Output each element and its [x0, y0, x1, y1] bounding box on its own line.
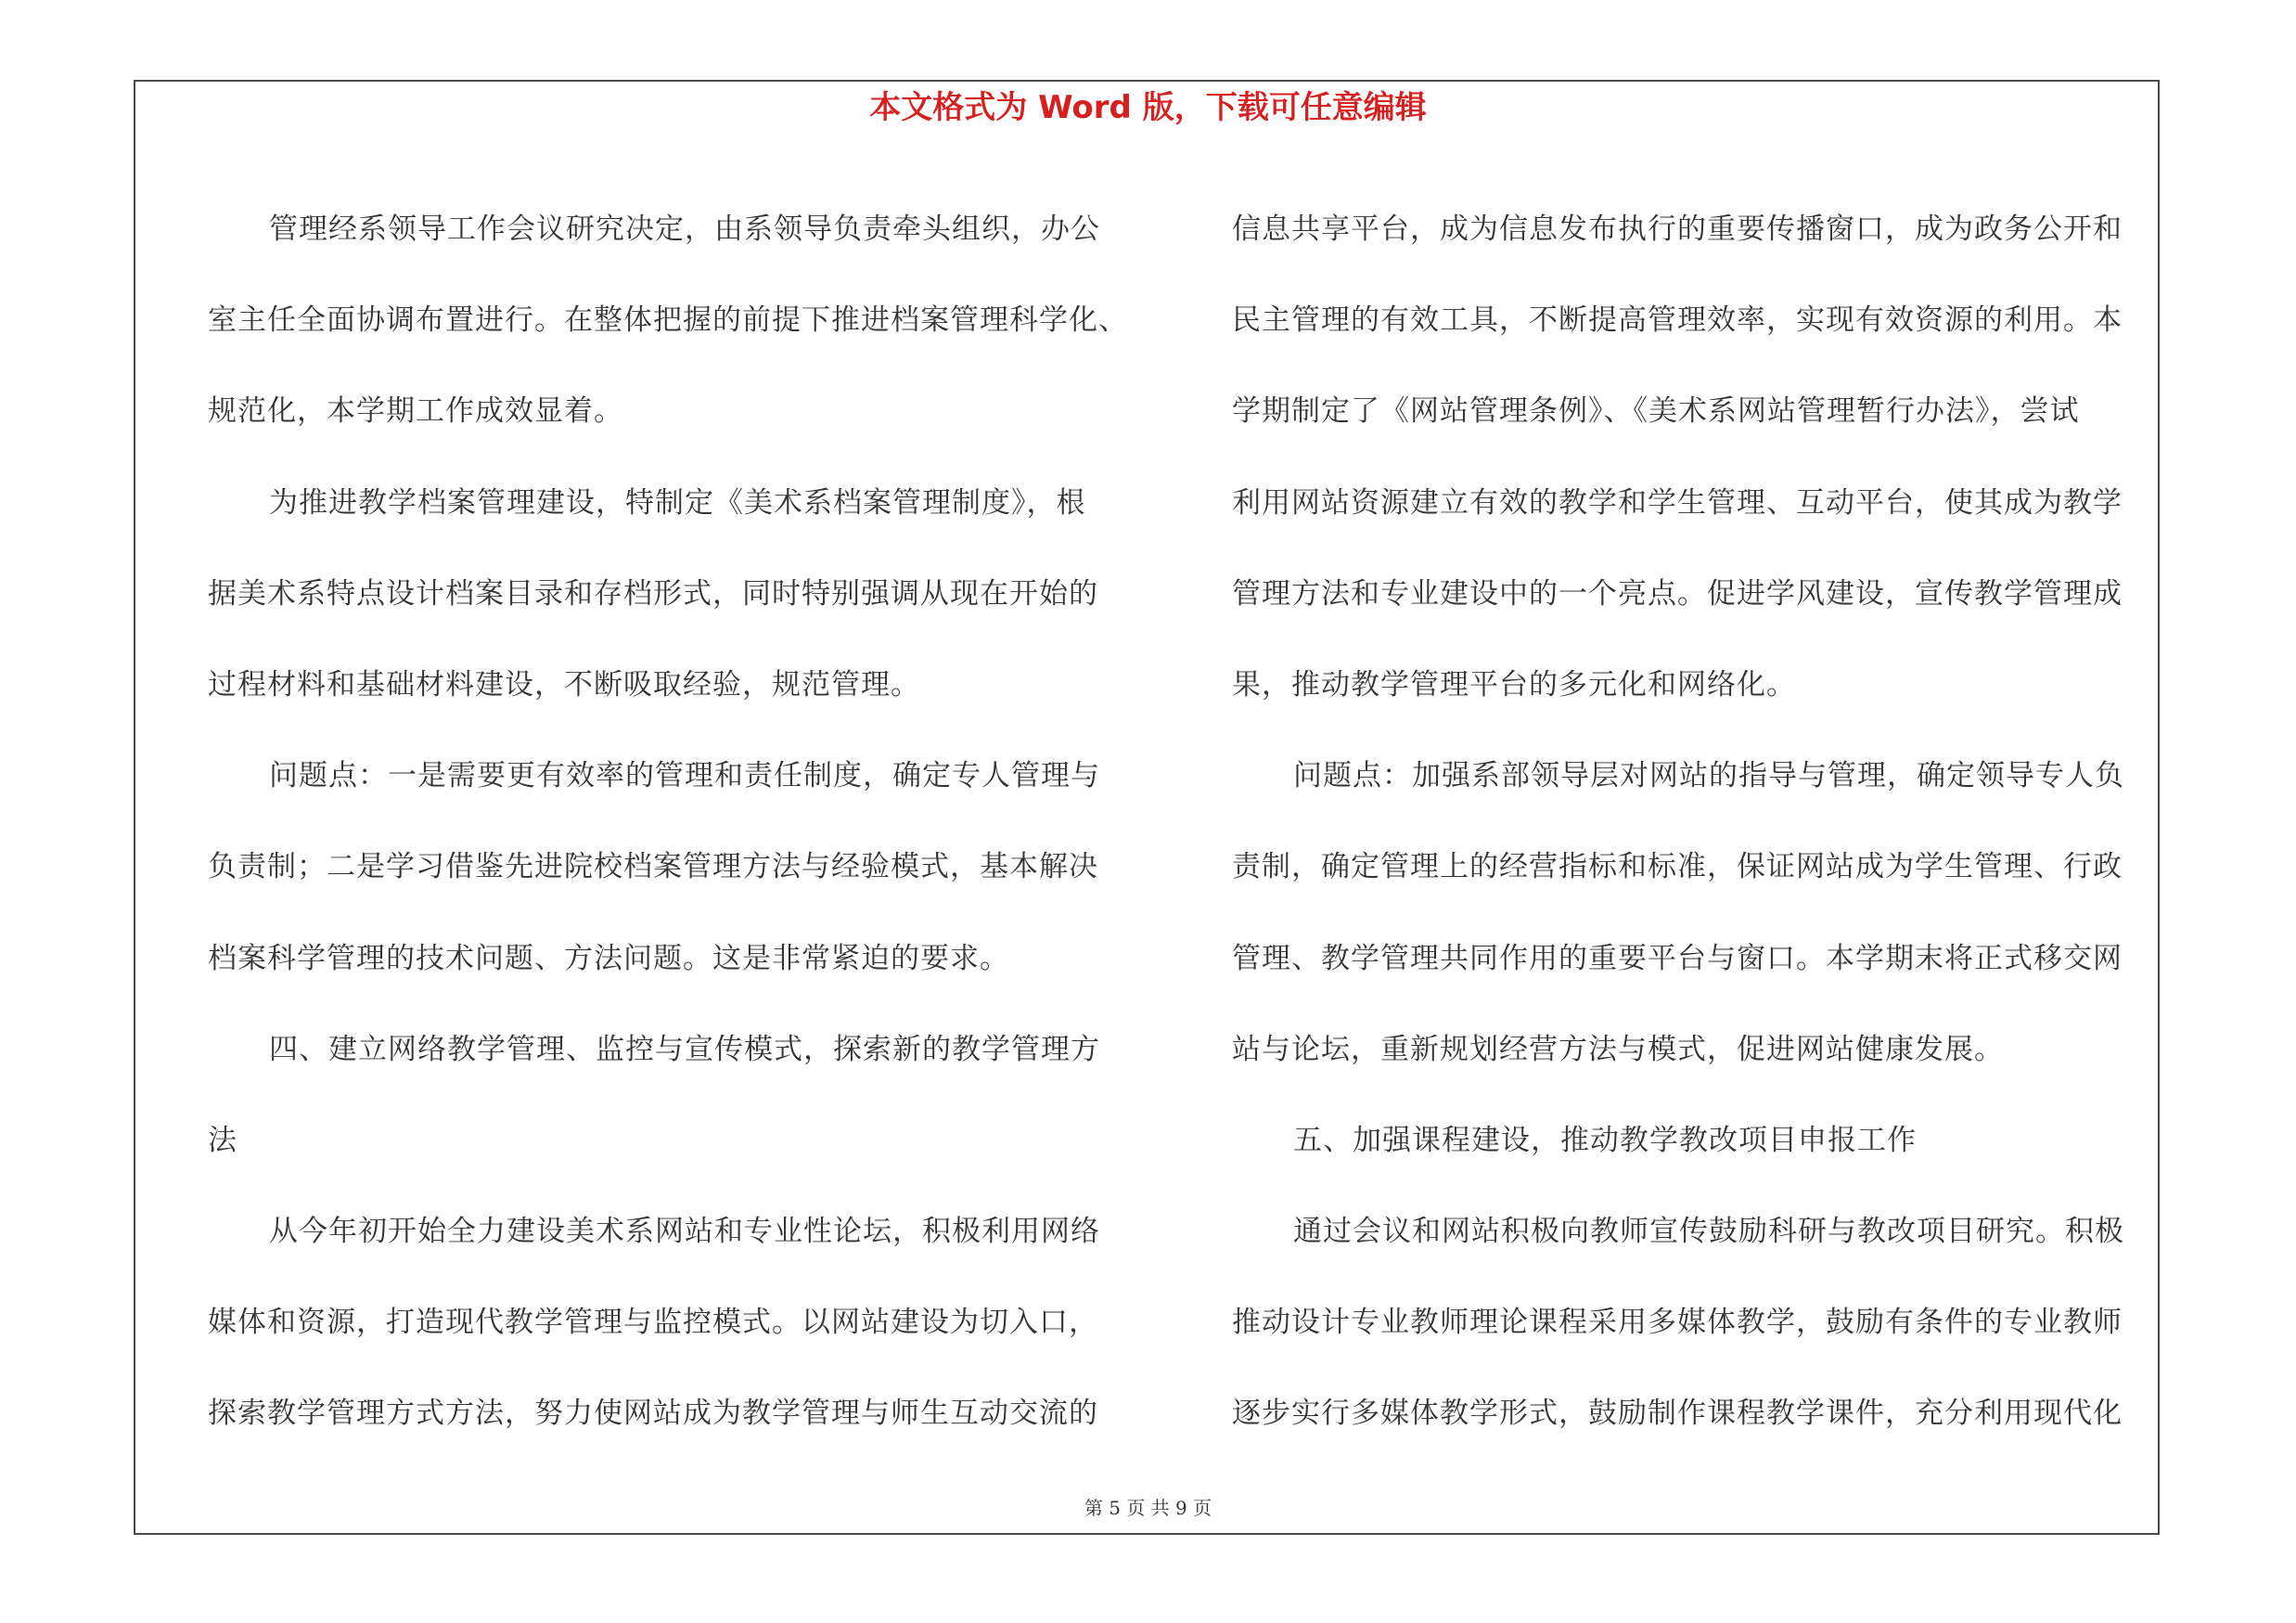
text-line: 问题点：加强系部领导层对网站的指导与管理，确定领导专人负 — [1293, 759, 2124, 793]
text-line: 规范化，本学期工作成效显着。 — [208, 394, 623, 429]
text-line: 学期制定了《网站管理条例》、《美术系网站管理暂行办法》，尝试 — [1232, 394, 2080, 429]
text-line: 管理方法和专业建设中的一个亮点。促进学风建设，宣传教学管理成 — [1232, 576, 2123, 611]
text-line: 推动设计专业教师理论课程采用多媒体教学，鼓励有条件的专业教师 — [1232, 1306, 2123, 1340]
text-line: 档案科学管理的技术问题、方法问题。这是非常紧迫的要求。 — [208, 941, 1009, 975]
text-line: 信息共享平台，成为信息发布执行的重要传播窗口，成为政务公开和 — [1232, 213, 2123, 246]
section-heading: 法 — [208, 1123, 237, 1157]
text-line: 管理、教学管理共同作用的重要平台与窗口。本学期末将正式移交网 — [1232, 941, 2123, 975]
text-line: 问题点：一是需要更有效率的管理和责任制度，确定专人管理与 — [269, 759, 1100, 793]
text-line: 室主任全面协调布置进行。在整体把握的前提下推进档案管理科学化、 — [208, 303, 1128, 338]
text-line: 据美术系特点设计档案目录和存档形式，同时特别强调从现在开始的 — [208, 576, 1098, 611]
section-heading: 四、建立网络教学管理、监控与宣传模式，探索新的教学管理方 — [269, 1032, 1100, 1066]
text-line: 站与论坛，重新规划经营方法与模式，促进网站健康发展。 — [1232, 1032, 2004, 1066]
text-line: 负责制；二是学习借鉴先进院校档案管理方法与经验模式，基本解决 — [208, 850, 1098, 884]
section-heading: 五、加强课程建设，推动教学教改项目申报工作 — [1293, 1123, 1917, 1157]
text-line: 通过会议和网站积极向教师宣传鼓励科研与教改项目研究。积极 — [1293, 1215, 2124, 1249]
left-text-column — [208, 184, 1145, 1460]
text-line: 过程材料和基础材料建设，不断吸取经验，规范管理。 — [208, 667, 920, 702]
text-line: 逐步实行多媒体教学形式，鼓励制作课程教学课件，充分利用现代化 — [1232, 1397, 2123, 1431]
text-line: 媒体和资源，打造现代教学管理与监控模式。以网站建设为切入口， — [208, 1306, 1098, 1340]
text-line: 利用网站资源建立有效的教学和学生管理、互动平台，使其成为教学 — [1232, 485, 2123, 520]
format-notice-banner: 本文格式为 Word 版，下载可任意编辑 — [869, 89, 1427, 126]
text-line: 为推进教学档案管理建设，特制定《美术系档案管理制度》，根 — [269, 485, 1086, 520]
text-line: 责制，确定管理上的经营指标和标准，保证网站成为学生管理、行政 — [1232, 850, 2123, 884]
text-line: 果，推动教学管理平台的多元化和网络化。 — [1232, 667, 1796, 702]
text-line: 民主管理的有效工具，不断提高管理效率，实现有效资源的利用。本 — [1232, 303, 2123, 338]
text-line: 从今年初开始全力建设美术系网站和专业性论坛，积极利用网络 — [269, 1215, 1100, 1249]
right-text-column — [1232, 184, 2163, 1460]
text-line: 探索教学管理方式方法，努力使网站成为教学管理与师生互动交流的 — [208, 1397, 1098, 1431]
page-number: 第 5 页 共 9 页 — [1084, 1497, 1212, 1519]
text-line: 管理经系领导工作会议研究决定，由系领导负责牵头组织，办公 — [269, 213, 1100, 246]
